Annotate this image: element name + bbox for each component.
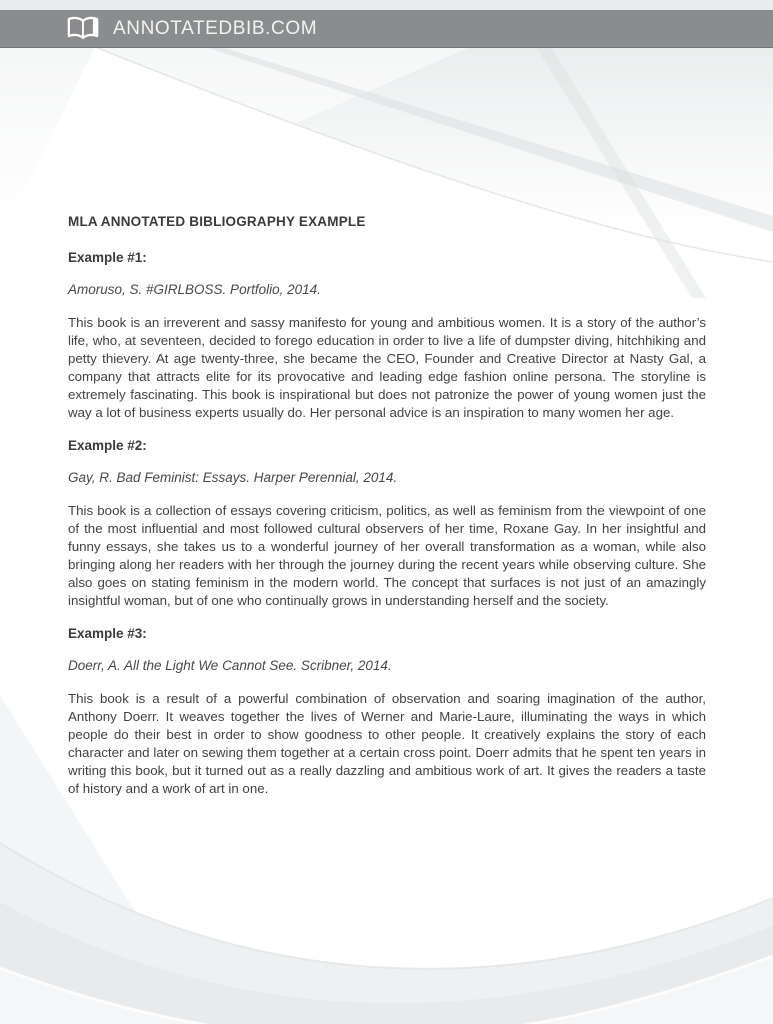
citation: Gay, R. Bad Feminist: Essays. Harper Perennial, 2014.	[68, 470, 398, 485]
page-top-strip	[0, 0, 773, 10]
citation: Doerr, A. All the Light We Cannot See. Scribner, 2014.	[68, 658, 392, 673]
open-book-icon	[66, 15, 100, 42]
annotation-paragraph: This book is a collection of essays covering criticism, politics, as well as feminism from the viewpoint of one of the most influential and most followed cultural observers of her time, Roxane Gay. In her insightful and funny essays, she takes us to a wonderful journey of her overall transformation as a woman, while also bringing along her readers with her through the journey during the recent years while observing culture. She also goes on stating feminism in the modern world. The concept that surfaces is not just of an amazingly insightful woman, but of one who continually grows in understanding herself and the society.	[68, 503, 706, 608]
bibliography-document	[68, 214, 706, 814]
example-heading: Example #2:	[68, 438, 147, 453]
example-heading: Example #1:	[68, 250, 147, 265]
annotation-paragraph: This book is an irreverent and sassy manifesto for young and ambitious women. It is a story of the author’s life, who, at seventeen, decided to forego education in order to live a life of dumpster diving, hitchhiking and petty thievery. At age twenty-three, she became the CEO, Founder and Creative Director at Nasty Gal, a company that attracts elite for its provocative and leading edge fashion online persona. The storyline is extremely fascinating. This book is inspirational but does not patronize the power of young women just the way a lot of business experts usually do. Her personal advice is an inspiration to many women her age.	[68, 315, 706, 420]
site-header	[0, 10, 773, 48]
bibliography-entry-1	[68, 250, 706, 422]
citation: Amoruso, S. #GIRLBOSS. Portfolio, 2014.	[68, 282, 321, 297]
brand-logo[interactable]	[66, 15, 317, 42]
bibliography-entry-2	[68, 438, 706, 610]
example-heading: Example #3:	[68, 626, 147, 641]
bibliography-entry-3	[68, 626, 706, 798]
page-title: MLA ANNOTATED BIBLIOGRAPHY EXAMPLE	[68, 214, 366, 229]
annotation-paragraph: This book is a result of a powerful combination of observation and soaring imagination of the author, Anthony Doerr. It weaves together the lives of Werner and Marie-Laure, illuminating the ways in which people do their best in order to show goodness to other people. It creatively explains the story of each character and later on sewing them together at a certain cross point. Doerr admits that he spent ten years in writing this book, but it turned out as a really dazzling and ambitious work of art. It gives the readers a taste of history and a work of art in one.	[68, 691, 706, 796]
brand-title: ANNOTATEDBIB.COM	[113, 18, 318, 39]
